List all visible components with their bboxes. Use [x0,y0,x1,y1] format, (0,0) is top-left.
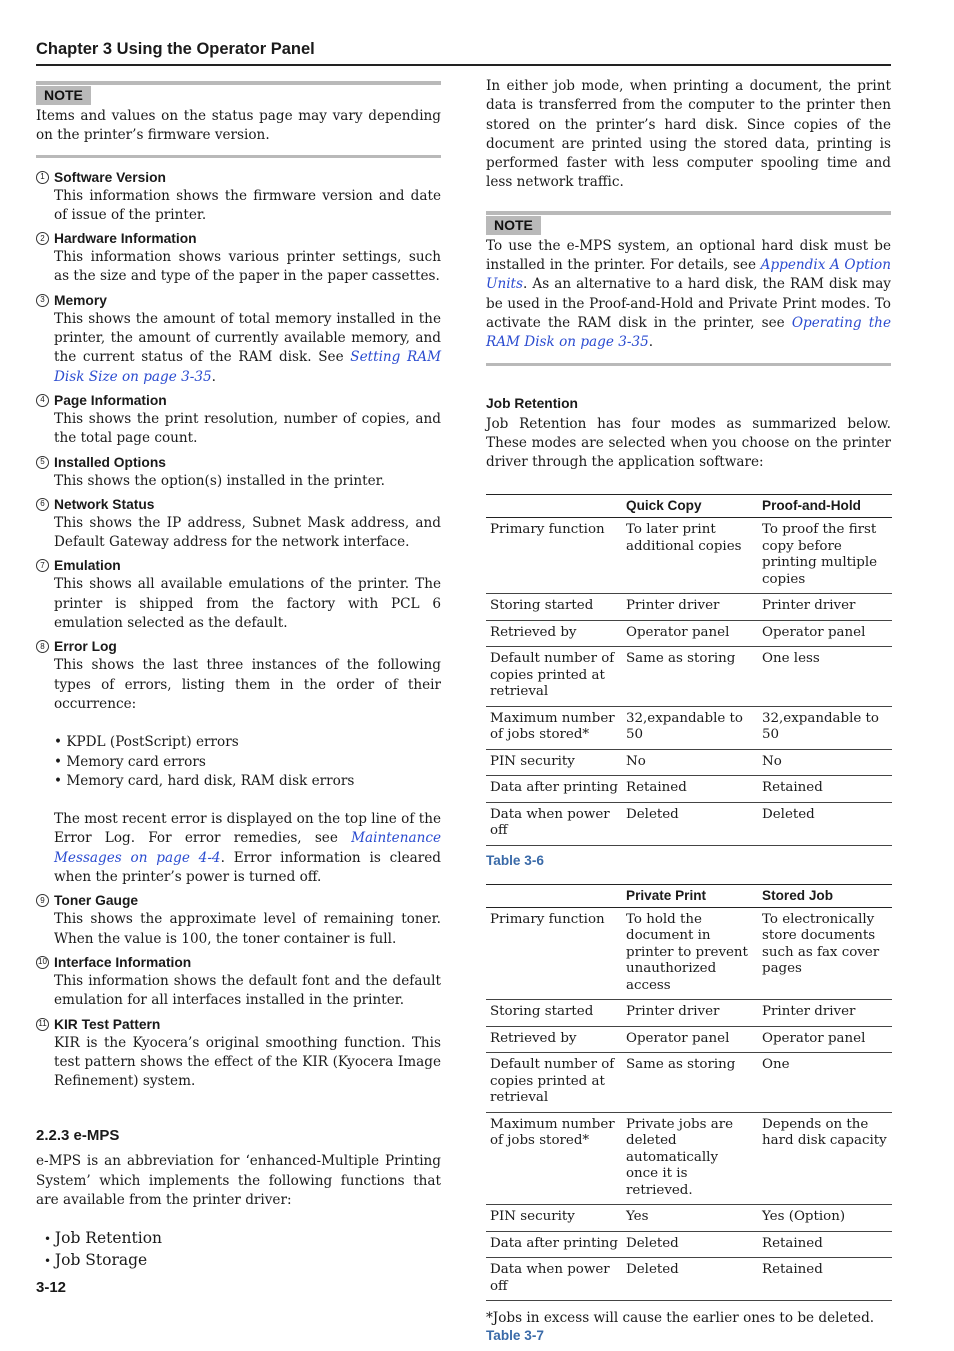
status-item [36,495,441,553]
item-title: Software Version [54,169,166,185]
table-cell: PIN security [486,749,622,776]
list-item: • KPDL (PostScript) errors [54,733,441,752]
item-body [36,410,441,449]
table-cell: Retained [758,776,892,803]
job-retention-title: Job Retention [486,395,578,411]
table-cell: To electronically store documents such as fax cover pages [758,907,892,1000]
table-footnote: *Jobs in excess will cause the earlier ones to be deleted. [486,1310,875,1327]
item-heading [36,953,441,972]
item-text: This information shows the firmware version and date of issue of the printer. [54,187,441,223]
item-number: 2 [36,232,49,245]
table-cell: No [622,749,758,776]
status-item [36,291,441,387]
table-row [486,647,892,707]
item-text: This shows the print resolution, number of copies, and the total page count. [54,410,441,447]
column-header: Proof-and-Hold [758,495,892,518]
table-cell: One less [758,647,892,707]
column-header [486,884,622,907]
table-cell: Deleted [622,802,758,845]
table-cell: Retained [622,776,758,803]
table-row [486,518,892,594]
column-header [486,495,622,518]
item-number: 3 [36,294,49,307]
table-cell: Yes (Option) [758,1205,892,1232]
table-row [486,1053,892,1113]
item-body [36,972,441,1011]
left-column [36,81,441,1272]
note-text-part: . [648,334,654,351]
item-title: Hardware Information [54,231,197,247]
section-body: e-MPS is an abbreviation for ‘enhanced-Multiple Printing System’ which implements the following functions that are available from the printer driver: [36,1153,441,1208]
table-cell: Private jobs are deleted automatically once it is retrieved. [622,1112,758,1205]
item-text: This information shows various printer settings, such as the size and type of the paper in the paper cassettes. [54,249,441,285]
item-body [36,472,441,491]
status-item [36,556,441,633]
table-cell: To later print additional copies [622,518,758,594]
table-cell: Retrieved by [486,620,622,647]
item-number: 4 [36,394,49,407]
table-row [486,620,892,647]
item-heading [36,168,441,187]
table-cell: To hold the document in printer to prevent unauthorized access [622,907,758,1000]
column-header: Stored Job [758,884,892,907]
table-cell: PIN security [486,1205,622,1232]
intro-paragraph: In either job mode, when printing a document, the print data is transferred from the computer to the printer then stored on the printer’s hard disk. Since copies of the document are printed using the stored data, printing is performed faster with less computer spooling time and less network traffic. [486,78,891,191]
table-cell: Storing started [486,1000,622,1027]
table-cell: Operator panel [758,620,892,647]
item-title: Memory [54,292,107,308]
status-item [36,391,441,449]
table-cell: Deleted [622,1258,758,1301]
item-title: Network Status [54,496,155,512]
item-body [36,187,441,226]
table-cell: 32,expandable to 50 [758,706,892,749]
item-body [36,656,441,887]
column-header: Quick Copy [622,495,758,518]
maintenance-messages-link[interactable]: Maintenance Messages on page 4-4 [54,830,441,866]
table-cell: Printer driver [758,594,892,621]
chapter-header: Chapter 3 Using the Operator Panel [36,40,891,66]
item-number: 5 [36,456,49,469]
item-text [54,810,441,887]
page-number: 3-12 [36,1279,67,1296]
table-cell: Retained [758,1258,892,1301]
table-row [486,1231,892,1258]
table-row [486,1112,892,1205]
item-title: Installed Options [54,454,166,470]
column-header: Private Print [622,884,758,907]
table-cell: Same as storing [622,1053,758,1113]
table-cell: Operator panel [622,1026,758,1053]
error-type-list [54,733,441,791]
list-item: • Job Storage [44,1250,441,1272]
item-heading [36,1015,441,1034]
item-number: 11 [36,1018,49,1031]
emps-function-list [36,1228,441,1272]
item-text: This shows the IP address, Subnet Mask address, and Default Gateway address for the network interface. [54,514,441,551]
item-text: This information shows the default font and the default emulation for all interfaces installed in the printer. [54,972,441,1009]
table-row [486,776,892,803]
status-item [36,891,441,949]
table-cell: To proof the first copy before printing multiple copies [758,518,892,594]
table-cell: Deleted [758,802,892,845]
note-text-part: . As an alternative to a hard disk, the RAM disk may be used in the Proof-and-Hold and Private Print modes. To activate the RAM disk in the printer, see [486,276,891,331]
right-column [486,77,891,1343]
item-body [36,514,441,553]
status-item [36,229,441,287]
table-cell: Data when power off [486,802,622,845]
item-heading [36,391,441,410]
item-text: This shows the approximate level of remaining toner. When the value is 100, the toner container is full. [54,911,441,947]
item-title: Page Information [54,392,167,408]
note-label: NOTE [36,86,91,105]
table-header-row [486,884,892,907]
table-cell: Storing started [486,594,622,621]
note-text [486,235,891,363]
item-text: . [211,368,216,385]
table-cell: Yes [622,1205,758,1232]
item-number: 1 [36,171,49,184]
table-cell: Primary function [486,518,622,594]
note-text-part: To use the e-MPS system, an optional hard disk must be installed in the printer. For details, see [486,237,891,274]
item-text: KIR is the Kyocera’s original smoothing function. This test pattern shows the effect of the KIR (Kyocera Image Refinement) system. [54,1034,441,1090]
note-text: Items and values on the status page may vary depending on the printer’s firmware version. [36,108,441,144]
table-cell: Default number of copies printed at retrieval [486,647,622,707]
table-cell: No [758,749,892,776]
table-row [486,907,892,1000]
table-header-row [486,495,892,518]
status-item [36,168,441,226]
item-body [36,910,441,949]
table-caption: Table 3-7 [486,1328,544,1344]
table-cell: Operator panel [758,1026,892,1053]
table-cell: Maximum number of jobs stored* [486,1112,622,1205]
item-number: 6 [36,498,49,511]
table-cell: Maximum number of jobs stored* [486,706,622,749]
item-number: 10 [36,956,49,969]
item-heading [36,291,441,310]
item-title: Error Log [54,639,117,655]
table-row [486,1258,892,1301]
table-row [486,1205,892,1232]
item-body [36,310,441,387]
item-text: This shows the last three instances of the following types of errors, listing them in the order of their occurrence: [54,657,441,712]
table-cell: Default number of copies printed at retrieval [486,1053,622,1113]
status-item [36,1015,441,1092]
item-body [36,575,441,633]
table-cell: Primary function [486,907,622,1000]
item-heading [36,229,441,248]
item-heading [36,637,441,656]
item-heading [36,891,441,910]
appendix-link[interactable]: Appendix A Option Units [486,257,891,293]
item-title: Toner Gauge [54,893,139,909]
item-number: 9 [36,894,49,907]
table-cell: Depends on the hard disk capacity [758,1112,892,1205]
note-box [36,81,441,158]
table-row [486,749,892,776]
table-cell: Retained [758,1231,892,1258]
table-cell: Data after printing [486,1231,622,1258]
item-title: Emulation [54,558,121,574]
status-item [36,637,441,887]
table-cell: Printer driver [622,594,758,621]
note-box-2 [486,211,891,366]
item-number: 7 [36,559,49,572]
status-page-items [36,168,441,1092]
item-text-part: . Error information is cleared when the printer’s power is turned off. [54,849,441,886]
item-text: This shows the amount of total memory installed in the printer, the amount of currently available memory, and the current status of the RAM disk. See [54,310,441,366]
item-text: This shows all available emulations of the printer. The printer is shipped from the factory with PCL 6 emulation selected as the default. [54,576,441,632]
list-item: • Memory card errors [54,753,441,772]
list-item: • Job Retention [44,1228,441,1250]
item-body [36,1034,441,1092]
table-row [486,1026,892,1053]
table-cell: Same as storing [622,647,758,707]
table-row [486,802,892,845]
cross-reference-link[interactable]: Setting RAM Disk Size on page 3-35 [54,349,441,385]
table-row [486,706,892,749]
item-heading [36,453,441,472]
table-cell: One [758,1053,892,1113]
table-row [486,1000,892,1027]
table-cell: Printer driver [622,1000,758,1027]
table-row [486,594,892,621]
table-cell: Deleted [622,1231,758,1258]
table-caption: Table 3-6 [486,852,544,868]
item-text-part: The most recent error is displayed on the top line of the Error Log. For error remedies, see [54,811,441,847]
table-cell: Retrieved by [486,1026,622,1053]
item-heading [36,495,441,514]
status-item [36,953,441,1011]
item-body [36,248,441,287]
table-cell: Operator panel [622,620,758,647]
job-retention-table-2 [486,884,892,1302]
table-cell: Printer driver [758,1000,892,1027]
table-cell: 32,expandable to 50 [622,706,758,749]
item-number: 8 [36,640,49,653]
table-cell: Data after printing [486,776,622,803]
item-title: KIR Test Pattern [54,1016,161,1032]
list-item: • Memory card, hard disk, RAM disk errors [54,772,441,791]
item-heading [36,556,441,575]
job-retention-table-1 [486,494,892,846]
section-title: 2.2.3 e-MPS [36,1127,120,1145]
ram-disk-link[interactable]: Operating the RAM Disk on page 3-35 [486,314,891,351]
status-item [36,453,441,491]
table-cell: Data when power off [486,1258,622,1301]
item-title: Interface Information [54,954,192,970]
note-label: NOTE [486,216,541,235]
job-retention-body: Job Retention has four modes as summarized below. These modes are selected when you choose on the printer driver through the application software: [486,415,891,471]
item-text: This shows the option(s) installed in the printer. [54,472,385,489]
